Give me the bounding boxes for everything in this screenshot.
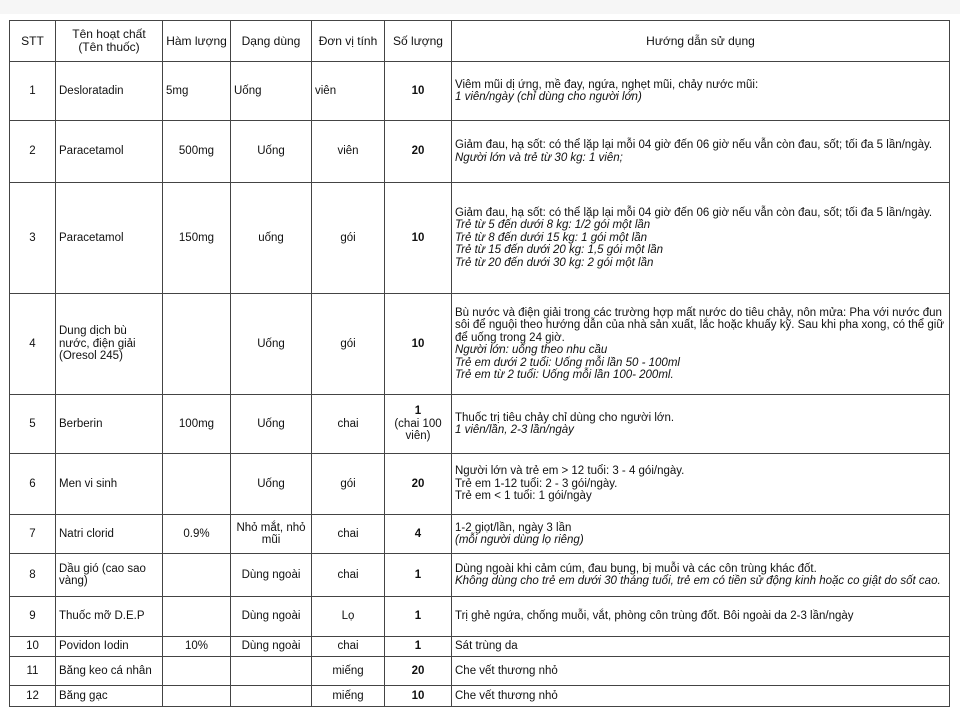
cell-unit: chai: [312, 637, 385, 657]
cell-route: Dùng ngoài: [231, 597, 312, 637]
top-band: [0, 0, 960, 14]
cell-quantity: [385, 395, 452, 454]
quantity-value: 1: [414, 568, 422, 581]
cell-name: Thuốc mỡ D.E.P: [56, 597, 163, 637]
cell-quantity: [385, 597, 452, 637]
guide-line: Trị ghẻ ngứa, chống muỗi, vắt, phòng côn trùng đốt. Bôi ngoài da 2-3 lần/ngày: [455, 610, 854, 623]
cell-strength: 500mg: [163, 121, 231, 183]
quantity-value: 20: [411, 664, 425, 677]
cell-route: Dùng ngoài: [231, 554, 312, 597]
guide-line: Không dùng cho trẻ em dưới 30 tháng tuổi, trẻ em có tiền sử động kinh hoặc co giật do sốt cao.: [455, 575, 941, 587]
header-strength: Hàm lượng: [163, 21, 231, 62]
cell-guide: [452, 62, 950, 121]
cell-strength: [163, 294, 231, 395]
guide-line: Trẻ từ 20 đến dưới 30 kg: 2 gói một lần: [455, 256, 654, 269]
cell-unit: miếng: [312, 686, 385, 707]
table-row: [10, 597, 950, 637]
cell-guide: [452, 657, 950, 686]
cell-name: Natri clorid: [56, 515, 163, 554]
guide-line: (mỗi người dùng lọ riêng): [455, 534, 584, 546]
cell-guide: [452, 597, 950, 637]
cell-name: Povidon Iodin: [56, 637, 163, 657]
table-row: [10, 62, 950, 121]
cell-quantity: [385, 121, 452, 183]
guide-line: Trẻ em dưới 2 tuổi: Uống mỗi lần 50 - 100ml: [455, 356, 680, 369]
cell-route: Uống: [231, 62, 312, 121]
cell-quantity: [385, 515, 452, 554]
cell-route: Dùng ngoài: [231, 637, 312, 657]
cell-guide: [452, 454, 950, 515]
quantity-value: 10: [411, 231, 425, 244]
cell-name: Paracetamol: [56, 183, 163, 294]
guide-line: Trẻ em từ 2 tuổi: Uống mỗi lần 100- 200ml.: [455, 369, 674, 381]
cell-unit: miếng: [312, 657, 385, 686]
cell-stt: 2: [10, 121, 56, 183]
cell-guide: [452, 121, 950, 183]
cell-guide: [452, 294, 950, 395]
cell-strength: [163, 454, 231, 515]
cell-guide: [452, 515, 950, 554]
cell-stt: 3: [10, 183, 56, 294]
cell-name: Băng keo cá nhân: [56, 657, 163, 686]
cell-route: Nhỏ mắt, nhỏ mũi: [231, 515, 312, 554]
guide-line: Trẻ em < 1 tuổi: 1 gói/ngày: [455, 490, 592, 503]
guide-line: Sát trùng da: [455, 640, 518, 653]
table-row: [10, 554, 950, 597]
cell-quantity: [385, 637, 452, 657]
cell-name: Dung dịch bù nước, điện giải (Oresol 245): [56, 294, 163, 395]
quantity-value: 1: [414, 610, 422, 623]
cell-unit: Lọ: [312, 597, 385, 637]
header-unit: Đơn vị tính: [312, 21, 385, 62]
cell-route: [231, 686, 312, 707]
quantity-value: 1: [414, 405, 422, 418]
cell-strength: [163, 597, 231, 637]
guide-line: 1 viên/lần, 2-3 lần/ngày: [455, 424, 574, 436]
guide-line: Người lớn: uống theo nhu cầu: [455, 344, 608, 356]
cell-strength: [163, 554, 231, 597]
cell-route: Uống: [231, 454, 312, 515]
cell-unit: chai: [312, 515, 385, 554]
cell-unit: gói: [312, 183, 385, 294]
guide-line: Trẻ từ 8 đến dưới 15 kg: 1 gói một lần: [455, 231, 647, 244]
header-quantity: Số lượng: [385, 21, 452, 62]
header-stt: STT: [10, 21, 56, 62]
cell-route: Uống: [231, 121, 312, 183]
header-name: Tên hoạt chất (Tên thuốc): [56, 21, 163, 62]
cell-name: Băng gạc: [56, 686, 163, 707]
cell-unit: chai: [312, 395, 385, 454]
header-row: [10, 21, 950, 62]
cell-route: Uống: [231, 294, 312, 395]
guide-line: Thuốc trị tiêu chảy chỉ dùng cho người lớn.: [455, 411, 675, 424]
guide-line: Trẻ từ 15 đến dưới 20 kg: 1,5 gói một lần: [455, 244, 663, 257]
quantity-value: 10: [411, 337, 425, 350]
table-row: [10, 637, 950, 657]
guide-line: 1 viên/ngày (chỉ dùng cho người lớn): [455, 91, 642, 103]
guide-line: Giảm đau, hạ sốt: có thể lặp lại mỗi 04 giờ đến 06 giờ nếu vẫn còn đau, sốt; tối đa 5 lần/ngày.: [455, 206, 933, 219]
cell-strength: 0.9%: [163, 515, 231, 554]
table-row: [10, 515, 950, 554]
cell-name: Men vi sinh: [56, 454, 163, 515]
cell-stt: 12: [10, 686, 56, 707]
table-row: [10, 183, 950, 294]
cell-strength: 5mg: [163, 62, 231, 121]
guide-line: Bù nước và điện giải trong các trường hợp mất nước do tiêu chảy, nôn mửa: Pha với nước đun sôi để nguội theo hướng dẫn của nhà sản xuất, lắc hoặc khuấy kỹ. Sau khi pha xong, có thể giữ để uống trong 24 giờ.: [455, 306, 945, 344]
guide-line: 1-2 giọt/lần, ngày 3 lần: [455, 521, 572, 534]
cell-name: Berberin: [56, 395, 163, 454]
cell-quantity: [385, 294, 452, 395]
guide-line: Dùng ngoài khi cảm cúm, đau bụng, bị muỗi và các côn trùng khác đốt.: [455, 562, 817, 575]
guide-line: Viêm mũi dị ứng, mề đay, ngứa, nghẹt mũi, chảy nước mũi:: [455, 78, 759, 91]
cell-strength: 100mg: [163, 395, 231, 454]
guide-line: Người lớn và trẻ từ 30 kg: 1 viên;: [455, 151, 623, 164]
cell-guide: [452, 686, 950, 707]
cell-stt: 4: [10, 294, 56, 395]
table-row: [10, 395, 950, 454]
cell-stt: 11: [10, 657, 56, 686]
cell-strength: 150mg: [163, 183, 231, 294]
guide-line: Che vết thương nhỏ: [455, 664, 558, 677]
cell-stt: 7: [10, 515, 56, 554]
table-row: [10, 657, 950, 686]
cell-name: Paracetamol: [56, 121, 163, 183]
quantity-note: (chai 100 viên): [394, 417, 442, 443]
cell-strength: [163, 686, 231, 707]
cell-unit: gói: [312, 454, 385, 515]
cell-quantity: [385, 62, 452, 121]
cell-quantity: [385, 554, 452, 597]
quantity-value: 10: [411, 689, 425, 702]
quantity-value: 10: [411, 84, 425, 97]
table-row: [10, 294, 950, 395]
quantity-value: 1: [414, 640, 422, 653]
table-row: [10, 121, 950, 183]
cell-guide: [452, 395, 950, 454]
cell-stt: 9: [10, 597, 56, 637]
cell-unit: gói: [312, 294, 385, 395]
cell-stt: 6: [10, 454, 56, 515]
cell-strength: 10%: [163, 637, 231, 657]
table-row: [10, 686, 950, 707]
quantity-value: 20: [411, 145, 425, 158]
cell-quantity: [385, 657, 452, 686]
cell-quantity: [385, 454, 452, 515]
cell-unit: viên: [312, 121, 385, 183]
cell-name: Dầu gió (cao sao vàng): [56, 554, 163, 597]
quantity-value: 4: [414, 527, 422, 540]
cell-quantity: [385, 686, 452, 707]
cell-stt: 5: [10, 395, 56, 454]
guide-line: Người lớn và trẻ em > 12 tuổi: 3 - 4 gói/ngày.: [455, 465, 685, 478]
guide-line: Che vết thương nhỏ: [455, 689, 558, 702]
cell-unit: chai: [312, 554, 385, 597]
cell-guide: [452, 637, 950, 657]
cell-strength: [163, 657, 231, 686]
quantity-value: 20: [411, 477, 425, 490]
cell-unit: viên: [312, 62, 385, 121]
guide-line: Giảm đau, hạ sốt: có thể lặp lại mỗi 04 giờ đến 06 giờ nếu vẫn còn đau, sốt; tối đa 5 lần/ngày.: [455, 139, 933, 151]
header-guide: Hướng dẫn sử dụng: [452, 21, 950, 62]
cell-stt: 10: [10, 637, 56, 657]
cell-quantity: [385, 183, 452, 294]
table-row: [10, 454, 950, 515]
guide-line: Trẻ từ 5 đến dưới 8 kg: 1/2 gói một lần: [455, 219, 651, 232]
cell-guide: [452, 554, 950, 597]
medicine-table: [9, 20, 950, 707]
cell-route: [231, 657, 312, 686]
header-route: Dạng dùng: [231, 21, 312, 62]
cell-name: Desloratadin: [56, 62, 163, 121]
guide-line: Trẻ em 1-12 tuổi: 2 - 3 gói/ngày.: [455, 477, 618, 490]
cell-guide: [452, 183, 950, 294]
cell-route: Uống: [231, 395, 312, 454]
cell-route: uống: [231, 183, 312, 294]
cell-stt: 1: [10, 62, 56, 121]
cell-stt: 8: [10, 554, 56, 597]
